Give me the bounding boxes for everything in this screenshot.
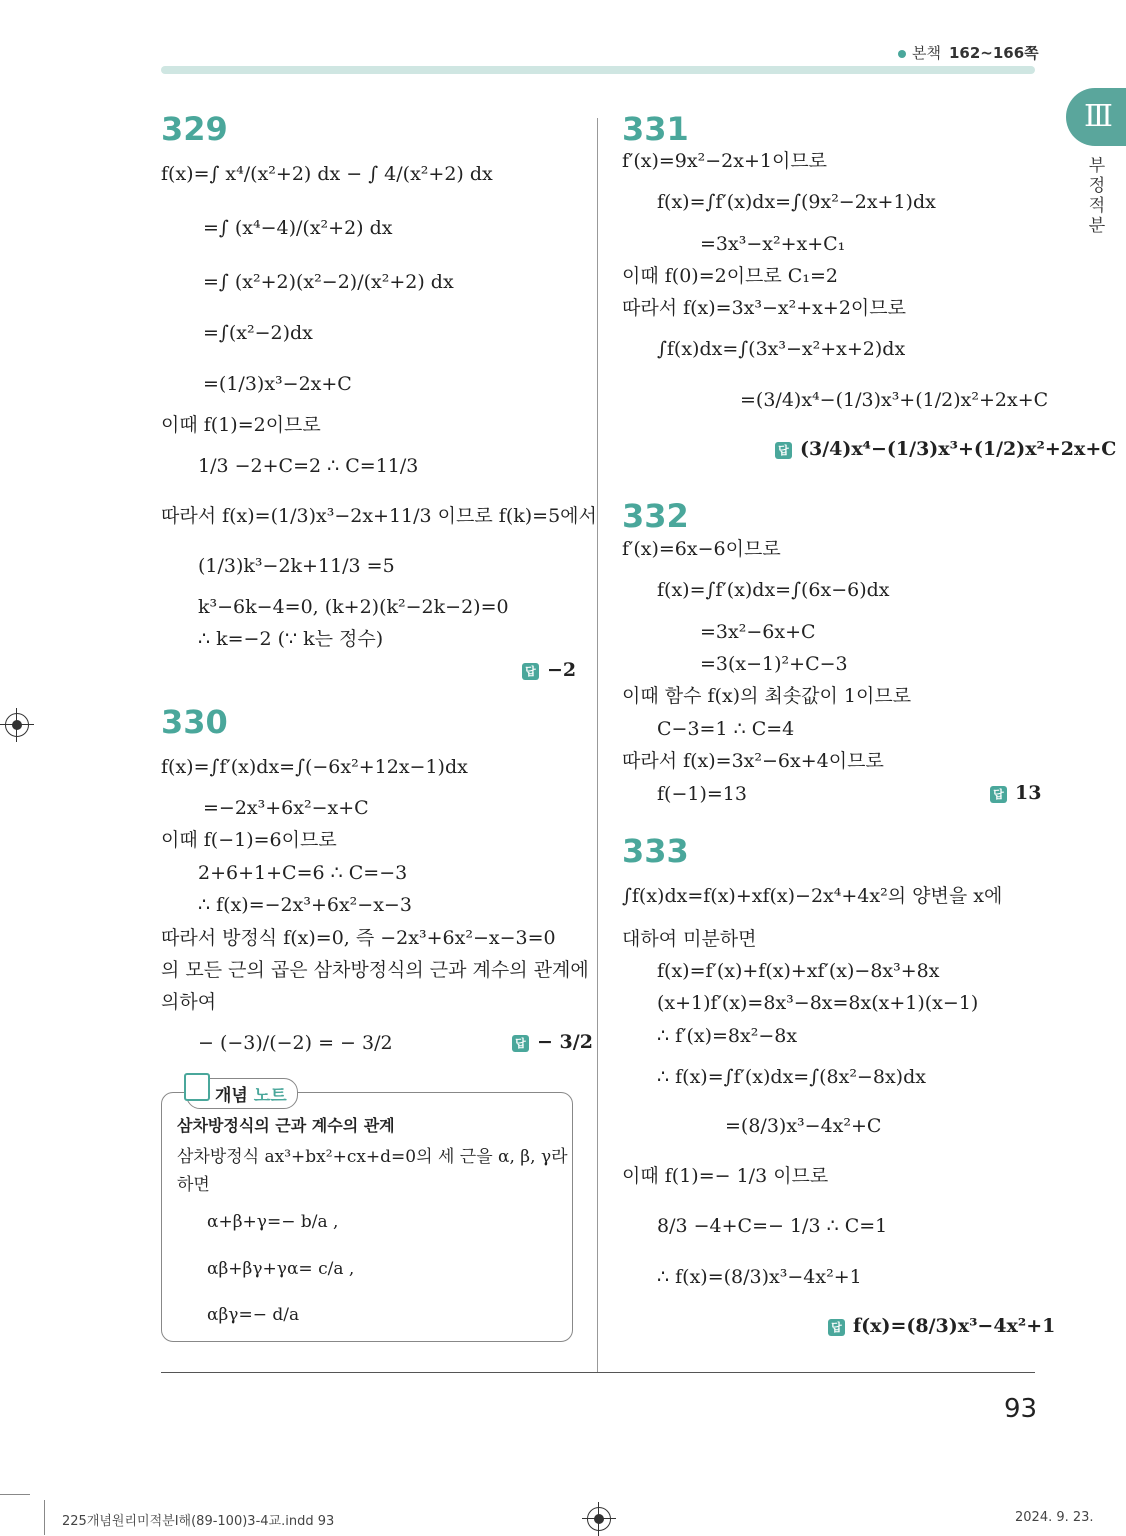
p329-line-2: =∫ (x⁴−4)/(x²+2) dx [203,217,393,239]
chapter-tab-label [1086,156,1108,236]
concept-note-line-5: αβγ=− d/a [207,1305,300,1325]
p329-line-7: 1/3 −2+C=2 ∴ C=11/3 [198,455,419,477]
p332-line-8: f(−1)=13 [657,783,747,805]
p330-line-1: f(x)=∫f′(x)dx=∫(−6x²+12x−1)dx [161,756,468,778]
answer-mark-icon: 답 [512,1035,529,1052]
p330-answer-value: − 3/2 [537,1031,593,1053]
p331-line-7: =(3/4)x⁴−(1/3)x³+(1/2)x²+2x+C [740,389,1049,411]
p330-line-5: ∴ f(x)=−2x³+6x²−x−3 [198,894,412,916]
page-number: 93 [1004,1394,1038,1424]
concept-note-line-4: αβ+βγ+γα= c/a , [207,1259,355,1279]
bullet-dot-icon [898,50,906,58]
p333-line-6: ∴ f(x)=∫f′(x)dx=∫(8x²−8x)dx [657,1066,926,1088]
p329-line-9: (1/3)k³−2k+11/3 =5 [198,555,395,577]
p332-line-7: 따라서 f(x)=3x²−6x+4이므로 [622,750,884,772]
p333-line-7: =(8/3)x³−4x²+C [725,1115,882,1137]
answer-mark-icon: 답 [828,1319,845,1336]
p330-line-9: − (−3)/(−2) = − 3/2 [198,1032,393,1054]
chapter-tab-glyph: 부 [1088,156,1106,176]
p331-line-2: f(x)=∫f′(x)dx=∫(9x²−2x+1)dx [657,191,936,213]
chapter-tab-glyph: 분 [1088,216,1106,236]
p333-line-1: ∫f(x)dx=f(x)+xf(x)−2x⁴+4x²의 양변을 x에 [622,885,1003,907]
answer-mark-icon: 답 [522,663,539,680]
p330-line-8: 의하여 [161,991,217,1013]
p330-line-7: 의 모든 근의 곱은 삼차방정식의 근과 계수의 관계에 [161,959,589,981]
p332-answer [990,782,1041,804]
concept-note-title: 삼차방정식의 근과 계수의 관계 [177,1116,395,1135]
p331-answer [775,438,1116,460]
slug-file-info: 225개념원리미적분Ⅰ해(89-100)3-4교.indd 93 [62,1514,335,1529]
footer-rule [161,1372,1035,1373]
p331-answer-value: (3/4)x⁴−(1/3)x³+(1/2)x²+2x+C [800,438,1117,460]
p333-line-3: f(x)=f′(x)+f(x)+xf′(x)−8x³+8x [657,960,940,982]
p329-line-8: 따라서 f(x)=(1/3)x³−2x+11/3 이므로 f(k)=5에서 [161,505,597,527]
problem-number-331: 331 [622,110,689,148]
registration-mark-icon [587,1507,611,1531]
p333-line-2: 대하여 미분하면 [622,928,757,950]
header-pages: 162~166쪽 [948,44,1039,62]
concept-note-line-3: α+β+γ=− b/a , [207,1212,339,1232]
chapter-tab-glyph: 정 [1088,176,1106,196]
p329-line-5: =(1/3)x³−2x+C [203,373,352,395]
p333-line-8: 이때 f(1)=− 1/3 이므로 [622,1165,829,1187]
p332-answer-value: 13 [1015,782,1042,804]
p333-line-10: ∴ f(x)=(8/3)x³−4x²+1 [657,1266,862,1288]
concept-note-label-a: 개념 [215,1086,248,1106]
p333-answer-value: f(x)=(8/3)x³−4x²+1 [853,1315,1056,1337]
p329-line-4: =∫(x²−2)dx [203,322,313,344]
p331-line-4: 이때 f(0)=2이므로 C₁=2 [622,265,838,287]
answer-mark-icon: 답 [775,442,792,459]
p333-line-9: 8/3 −4+C=− 1/3 ∴ C=1 [657,1215,888,1237]
registration-mark-center [594,1514,604,1524]
registration-mark-center [12,720,22,730]
p332-line-2: f(x)=∫f′(x)dx=∫(6x−6)dx [657,579,890,601]
chapter-tab-glyph: 적 [1088,196,1106,216]
p332-line-5: 이때 함수 f(x)의 최솟값이 1이므로 [622,685,912,707]
p331-line-1: f′(x)=9x²−2x+1이므로 [622,150,828,172]
p332-line-3: =3x²−6x+C [700,621,816,643]
p329-line-6: 이때 f(1)=2이므로 [161,414,321,436]
p330-line-6: 따라서 방정식 f(x)=0, 즉 −2x³+6x²−x−3=0 [161,927,556,949]
slug-date: 2024. 9. 23. [1015,1510,1094,1525]
problem-number-330: 330 [161,703,228,741]
header-rule [161,66,1035,74]
concept-note-label-b: 노트 [253,1086,287,1106]
p330-line-2: =−2x³+6x²−x+C [203,797,369,819]
p333-line-5: ∴ f′(x)=8x²−8x [657,1025,798,1047]
p331-line-3: =3x³−x²+x+C₁ [700,233,846,255]
header-label: 본책 [912,44,941,62]
p331-line-6: ∫f(x)dx=∫(3x³−x²+x+2)dx [657,338,906,360]
crop-mark-v [44,1500,45,1535]
p332-line-6: C−3=1 ∴ C=4 [657,718,795,740]
p333-answer [828,1315,1055,1337]
column-divider [597,118,598,1373]
p330-answer [512,1031,593,1053]
crop-mark-h [0,1494,30,1495]
p329-line-11: ∴ k=−2 (∵ k는 정수) [198,628,384,650]
p329-line-1: f(x)=∫ x⁴/(x²+2) dx − ∫ 4/(x²+2) dx [161,163,493,185]
problem-number-329: 329 [161,110,228,148]
answer-mark-icon: 답 [990,786,1007,803]
p332-line-1: f′(x)=6x−6이므로 [622,538,781,560]
notepad-icon [184,1073,210,1101]
concept-note-line-1: 삼차방정식 ax³+bx²+cx+d=0의 세 근을 α, β, γ라 [177,1147,568,1167]
page-header [898,42,1039,63]
p329-line-3: =∫ (x²+2)(x²−2)/(x²+2) dx [203,271,454,293]
problem-number-333: 333 [622,832,689,870]
p329-answer-value: −2 [547,659,577,681]
chapter-tab: Ⅲ [1066,88,1126,146]
concept-note-line-2: 하면 [177,1175,210,1195]
p330-line-3: 이때 f(−1)=6이므로 [161,829,337,851]
p329-line-10: k³−6k−4=0, (k+2)(k²−2k−2)=0 [198,596,509,618]
p333-line-4: (x+1)f′(x)=8x³−8x=8x(x+1)(x−1) [657,992,979,1014]
chapter-tab-vertical [1086,156,1108,236]
p330-line-4: 2+6+1+C=6 ∴ C=−3 [198,862,408,884]
problem-number-332: 332 [622,497,689,535]
p329-answer [522,659,576,681]
registration-mark-icon [5,713,29,737]
p331-line-5: 따라서 f(x)=3x³−x²+x+2이므로 [622,297,906,319]
p332-line-4: =3(x−1)²+C−3 [700,653,848,675]
